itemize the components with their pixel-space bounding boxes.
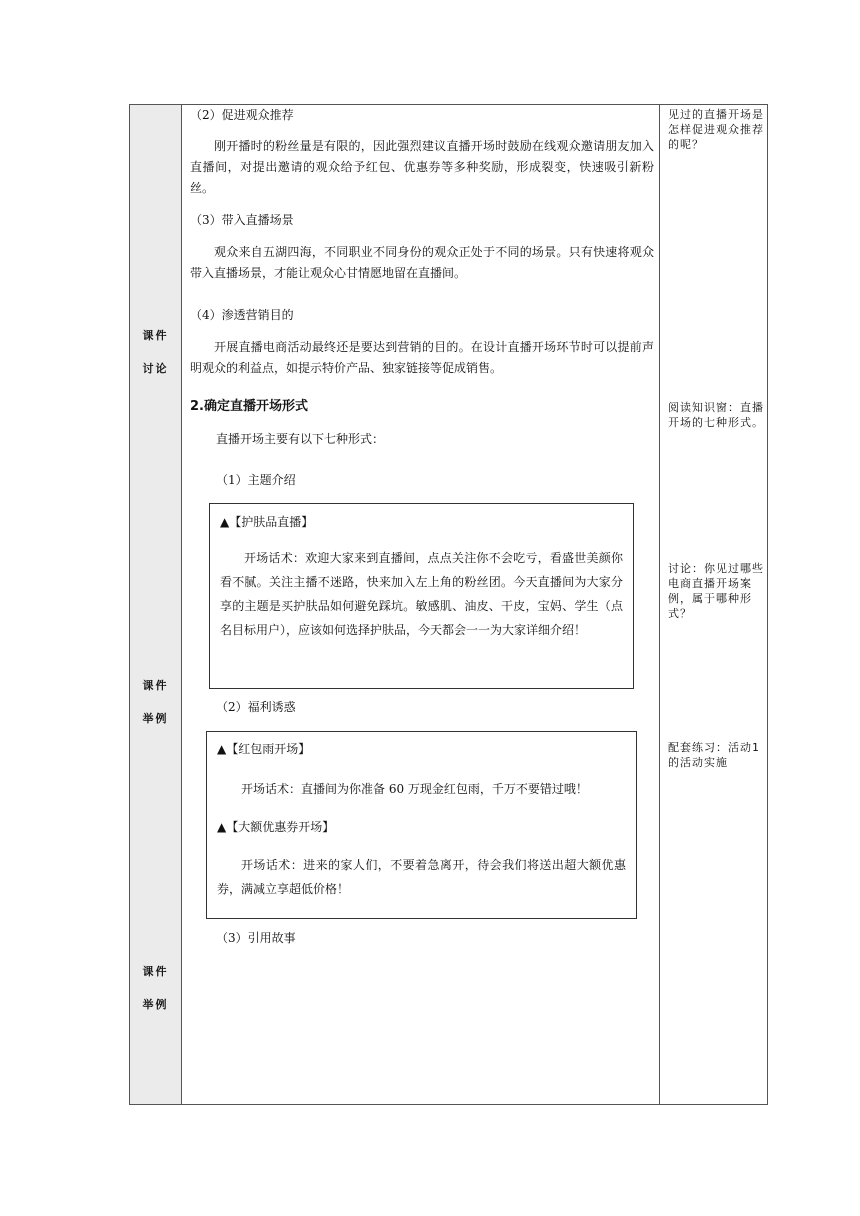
example-box [206,731,637,919]
form-title: （3）引用故事 [216,931,296,945]
label-column [129,104,182,1105]
label-line1: 课件 [142,329,169,342]
label-line2: 讨论 [142,362,169,375]
example-box [209,503,634,689]
side-note: 阅读知识窗：直播开场的七种形式。 [668,401,764,429]
heading: 2.确定直播开场形式 [190,399,308,414]
label-discussion [129,329,182,376]
form-title: （1）主题介绍 [216,473,296,487]
side-note: 见过的直播开场是怎样促进观众推荐的呢？ [668,108,764,151]
section-title: （3）带入直播场景 [190,213,294,227]
example-title: ▲【大额优惠券开场】 [217,820,335,834]
intro-text: 直播开场主要有以下七种形式： [216,432,385,446]
label-line1: 课件 [142,965,169,978]
side-note: 配套练习：活动1的活动实施 [668,741,760,769]
example-body: 开场话术：进来的家人们，不要着急离开，待会我们将送出超大额优惠券，满减立享超低价格！ [217,858,626,896]
label-example [129,965,182,1012]
section-title: （4）渗透营销目的 [190,308,294,322]
side-note: 讨论：你见过哪些电商直播开场案例，属于哪种形式？ [668,562,764,620]
example-title: ▲【护肤品直播】 [220,515,314,529]
form-title: （2）福利诱惑 [216,700,296,714]
paragraph: 刚开播时的粉丝量是有限的，因此强烈建议直播开场时鼓励在线观众邀请朋友加入直播间，对提出邀请的观众给予红包、优惠券等多种奖励，形成裂变，快速吸引新粉丝。 [190,139,654,195]
example-body: 开场话术：直播间为你准备 60 万现金红包雨，千万不要错过哦！ [241,782,588,796]
label-line2: 举例 [142,712,169,725]
paragraph: 开展直播电商活动最终还是要达到营销的目的。在设计直播开场环节时可以提前声明观众的利益点，如提示特价产品、独家链接等促成销售。 [190,340,654,375]
example-body: 开场话术：欢迎大家来到直播间，点点关注你不会吃亏，看盛世美颜你看不腻。关注主播不迷路，快来加入左上角的粉丝团。今天直播间为大家分享的主题是买护肤品如何避免踩坑。敏感肌、油皮、干皮，宝妈、学生（点名目标用户），应该如何选择护肤品，今天都会一一为大家详细介绍！ [220,551,623,637]
paragraph: 观众来自五湖四海，不同职业不同身份的观众正处于不同的场景。只有快速将观众带入直播场景，才能让观众心甘情愿地留在直播间。 [190,245,654,280]
example-title: ▲【红包雨开场】 [217,742,311,756]
label-line2: 举例 [142,998,169,1011]
label-line1: 课件 [142,679,169,692]
label-example [129,679,182,726]
section-title: （2）促进观众推荐 [190,108,294,122]
